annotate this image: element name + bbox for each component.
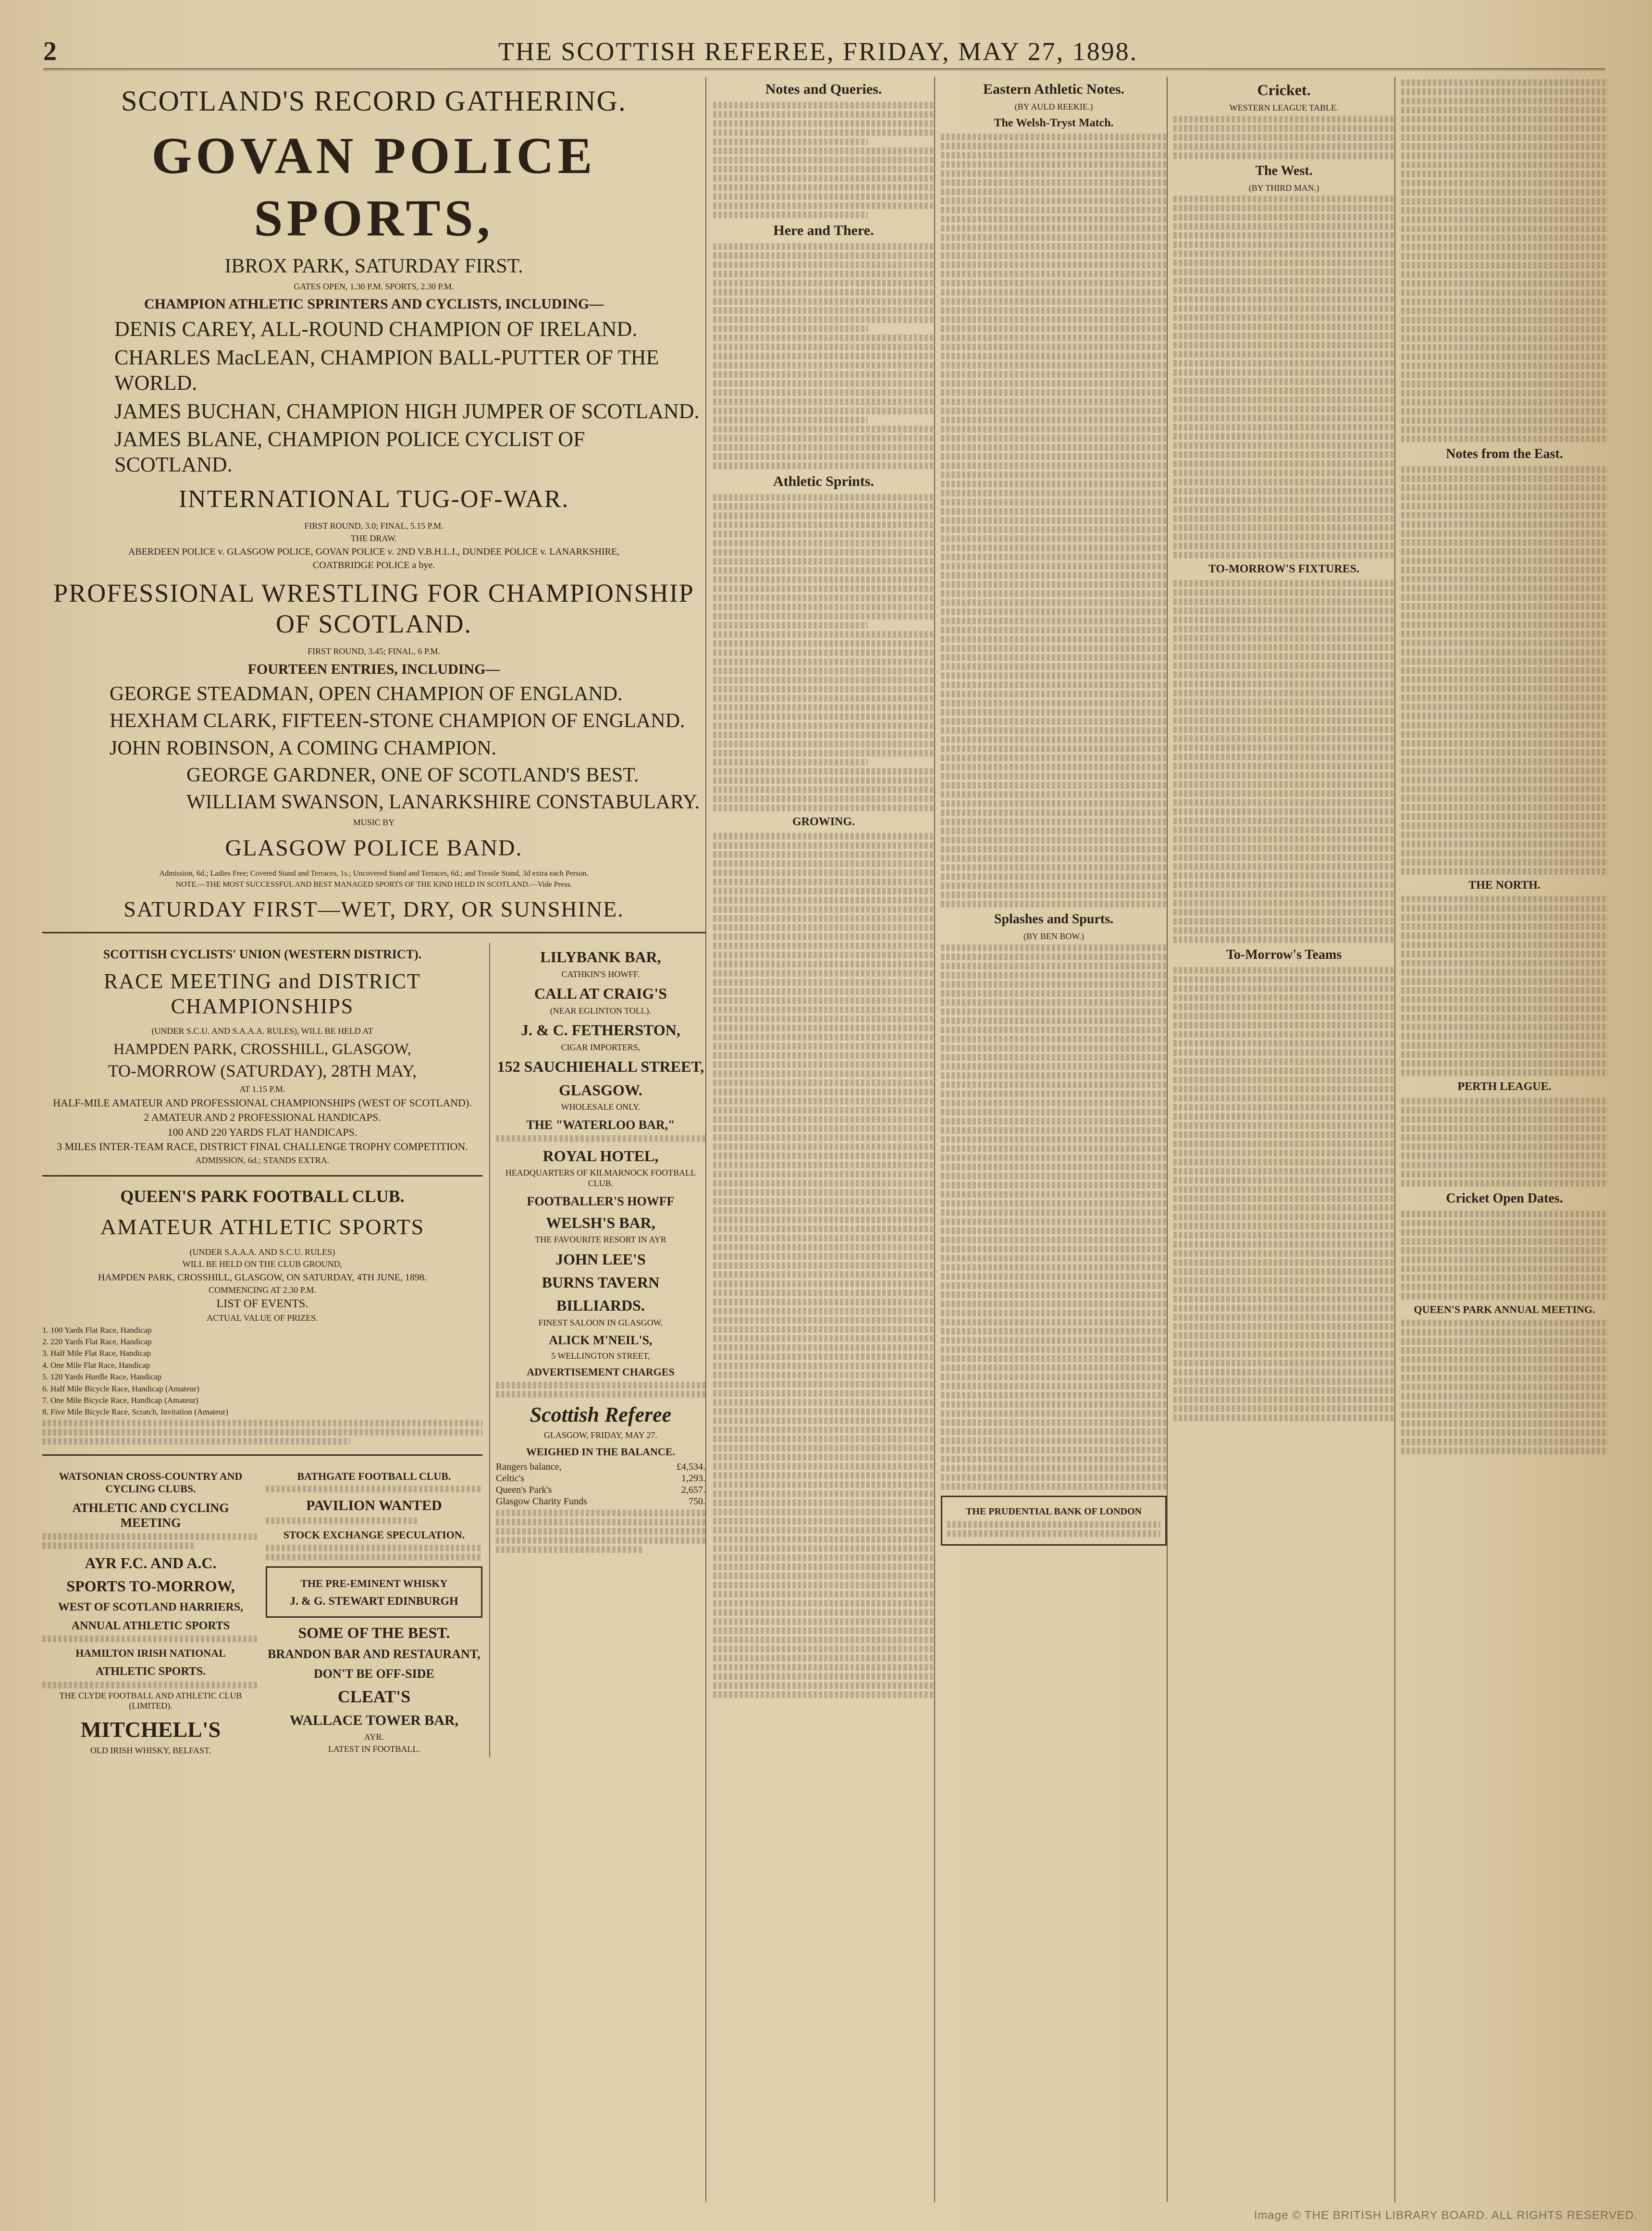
weather-line: SATURDAY FIRST—WET, DRY, OR SUNSHINE. — [123, 897, 624, 922]
fetherston: J. & C. FETHERSTON, — [520, 1021, 680, 1039]
race-admission: ADMISSION, 6d.; STANDS EXTRA. — [195, 1155, 330, 1165]
fetherston-sub: CIGAR IMPORTERS, — [561, 1042, 641, 1052]
craig-sub: (NEAR EGLINTON TOLL). — [550, 1005, 652, 1016]
lower-right-ads — [489, 943, 705, 1758]
champion-2: CHARLES MacLEAN, CHAMPION BALL-PUTTER OF THE WORLD. — [114, 345, 659, 395]
wholesale: WHOLESALE ONLY. — [561, 1102, 641, 1112]
waterloo: THE "WATERLOO BAR," — [526, 1117, 675, 1132]
wrestling-times: FIRST ROUND, 3.45; FINAL, 6 P.M. — [308, 646, 440, 657]
eastern-body — [941, 134, 1167, 907]
here-there-heading: Here and There. — [773, 223, 874, 238]
qp-event-6: 6. Half Mile Bicycle Race, Handicap (Amateur) — [42, 1384, 199, 1393]
watsonian-meeting: ATHLETIC AND CYCLING MEETING — [72, 1500, 229, 1530]
open-dates-heading: Cricket Open Dates. — [1446, 1191, 1563, 1206]
brandon: BRANDON BAR AND RESTAURANT, — [268, 1647, 481, 1661]
masthead-title: THE SCOTTISH REFEREE, FRIDAY, MAY 27, 1898. — [498, 37, 1138, 66]
hamilton: HAMILTON IRISH NATIONAL — [75, 1647, 226, 1660]
teams-body — [1173, 967, 1394, 1421]
adv-charges: ADVERTISEMENT CHARGES — [527, 1366, 675, 1378]
gates: GATES OPEN, 1.30 P.M. SPORTS, 2.30 P.M. — [294, 281, 454, 291]
favourite: THE FAVOURITE RESORT IN AYR — [535, 1235, 666, 1245]
notes-heading: Notes and Queries. — [765, 81, 882, 97]
balance-row: Queen's Park's 2,657. — [495, 1485, 705, 1496]
west-byline: (BY THIRD MAN.) — [1248, 183, 1319, 193]
race-rules: (UNDER S.C.U. AND S.A.A.A. RULES), WILL BE HELD AT — [151, 1026, 373, 1036]
band: GLASGOW POLICE BAND. — [225, 835, 523, 861]
perth-heading: PERTH LEAGUE. — [1457, 1080, 1552, 1093]
qp-time: COMMENCING AT 2.30 P.M. — [209, 1285, 316, 1295]
burns: BURNS TAVERN — [542, 1274, 660, 1291]
mitchells: MITCHELL'S — [80, 1717, 221, 1742]
race-date: TO-MORROW (SATURDAY), 28TH MAY, — [108, 1061, 417, 1081]
clyde-club: THE CLYDE FOOTBALL AND ATHLETIC CLUB (LIMITED). — [59, 1690, 242, 1711]
lead-heading: SCOTLAND'S RECORD GATHERING. — [121, 85, 627, 117]
some-best: SOME OF THE BEST. — [298, 1624, 450, 1641]
league-table: WESTERN LEAGUE TABLE. — [1229, 103, 1339, 113]
alick: ALICK M'NEIL'S, — [549, 1333, 653, 1348]
pavilion: PAVILION WANTED — [306, 1498, 442, 1514]
splashes-heading: Splashes and Spurts. — [994, 912, 1114, 927]
whisky-title: THE PRE-EMINENT WHISKY — [300, 1577, 448, 1589]
growing-heading: GROWING. — [792, 816, 855, 828]
race-meeting: RACE MEETING and DISTRICT CHAMPIONSHIPS — [104, 969, 421, 1018]
north-heading: THE NORTH. — [1468, 879, 1541, 892]
john-lee: JOHN LEE'S — [555, 1250, 646, 1268]
royal: ROYAL HOTEL, — [542, 1147, 659, 1165]
eastern-byline: (BY AULD REEKIE.) — [1014, 102, 1093, 112]
govan-headline: GOVAN POLICE SPORTS, — [151, 127, 596, 247]
small-ads — [42, 1465, 482, 1758]
champions-intro: CHAMPION ATHLETIC SPRINTERS AND CYCLISTS, INCLUDING— — [144, 296, 604, 312]
wrestler-1: GEORGE STEADMAN, OPEN CHAMPION OF ENGLAND. — [110, 682, 623, 705]
billiards-sub: FINEST SALOON IN GLASGOW. — [538, 1317, 663, 1327]
prudential-ad — [941, 1496, 1167, 1546]
wrestler-3: JOHN ROBINSON, A COMING CHAMPION. — [110, 737, 497, 759]
welsh-tryst: The Welsh-Tryst Match. — [994, 116, 1114, 129]
billiards: BILLIARDS. — [556, 1297, 645, 1314]
small-masthead: Scottish Referee — [530, 1402, 672, 1426]
lilybank-sub: CATHKIN'S HOWFF. — [561, 969, 640, 979]
issue-line: GLASGOW, FRIDAY, MAY 27. — [543, 1430, 657, 1440]
lilybank: LILYBANK BAR, — [540, 948, 661, 966]
press-note: NOTE.—THE MOST SUCCESSFUL AND BEST MANAGED SPORTS OF THE KIND HELD IN SCOTLAND.—Vide Press. — [175, 880, 572, 889]
cricket-heading: Cricket. — [1257, 81, 1311, 99]
footballers: FOOTBALLER'S HOWFF — [527, 1194, 675, 1208]
qp-list: LIST OF EVENTS. — [216, 1298, 308, 1311]
draw-line-1: ABERDEEN POLICE v. GLASGOW POLICE, GOVAN POLICE v. 2ND V.B.H.L.I., DUNDEE POLICE v. LANARKSHIRE, — [128, 546, 620, 557]
teams-heading: To-Morrow's Teams — [1226, 947, 1342, 962]
draw-label: THE DRAW. — [351, 533, 397, 543]
balance-title: WEIGHED IN THE BALANCE. — [526, 1446, 675, 1458]
splashes-byline: (BY BEN BOW.) — [1023, 931, 1085, 941]
latest: LATEST IN FOOTBALL. — [328, 1744, 420, 1754]
entries-label: FOURTEEN ENTRIES, INCLUDING— — [247, 661, 500, 677]
west-harriers: WEST OF SCOTLAND HARRIERS, — [58, 1600, 244, 1613]
qp-title: QUEEN'S PARK FOOTBALL CLUB. — [120, 1187, 405, 1206]
athletic-body — [713, 494, 934, 811]
wrestler-4: GEORGE GARDNER, ONE OF SCOTLAND'S BEST. — [186, 764, 639, 786]
west-heading: The West. — [1255, 163, 1313, 178]
athletic-heading: Athletic Sprints. — [773, 473, 874, 489]
qp-event-7: 7. One Mile Bicycle Race, Handicap (Amateur) — [42, 1396, 198, 1405]
wallace: WALLACE TOWER BAR, — [289, 1712, 459, 1728]
balance-row: Rangers balance, £4,534. — [495, 1462, 705, 1473]
stock-exchange: STOCK EXCHANGE SPECULATION. — [283, 1529, 465, 1541]
page-number: 2 — [43, 37, 58, 66]
race-time: AT 1.15 P.M. — [239, 1084, 285, 1094]
royal-sub: HEADQUARTERS OF KILMARNOCK FOOTBALL CLUB. — [505, 1168, 696, 1188]
watsonian: WATSONIAN CROSS-COUNTRY AND CYCLING CLUBS. — [59, 1470, 243, 1495]
admission: Admission, 6d.; Ladies Free; Covered Stand and Terraces, 1s.; Uncovered Stand and Terraces, 6d.; and Tressle Stand, 3d extra each Person. — [159, 869, 589, 878]
qp-date: HAMPDEN PARK, CROSSHILL, GLASGOW, ON SATURDAY, 4TH JUNE, 1898. — [98, 1272, 427, 1283]
whisky-brand: J. & G. STEWART EDINBURGH — [290, 1595, 458, 1608]
welsh: WELSH'S BAR, — [546, 1214, 655, 1231]
qp-event-3: 3. Half Mile Flat Race, Handicap — [42, 1349, 151, 1358]
qp-rules: (UNDER S.A.A.A. AND S.C.U. RULES) — [189, 1247, 335, 1257]
column-advertisements — [42, 77, 706, 2202]
hamilton-sports: ATHLETIC SPORTS. — [95, 1665, 206, 1678]
annual-sports: ANNUAL ATHLETIC SPORTS — [71, 1619, 230, 1632]
column-notes — [713, 77, 935, 2202]
champion-1: DENIS CAREY, ALL-ROUND CHAMPION OF IRELAND. — [114, 317, 638, 341]
mitchells-sub: OLD IRISH WHISKY, BELFAST. — [90, 1745, 211, 1755]
prudential: THE PRUDENTIAL BANK OF LONDON — [966, 1506, 1142, 1517]
qp-event-5: 5. 120 Yards Hurdle Race, Handicap — [42, 1372, 162, 1382]
wrestling-title: PROFESSIONAL WRESTLING FOR CHAMPIONSHIP OF SCOTLAND. — [53, 578, 694, 639]
race-venue: HAMPDEN PARK, CROSSHILL, GLASGOW, — [113, 1040, 411, 1057]
copyright-footer: Image © THE BRITISH LIBRARY BOARD. ALL RIGHTS RESERVED. — [1254, 2209, 1638, 2222]
cyclists-union: SCOTTISH CYCLISTS' UNION (WESTERN DISTRICT). — [103, 947, 422, 962]
qp-venue: WILL BE HELD ON THE CLUB GROUND, — [182, 1259, 343, 1269]
race-half-mile: HALF-MILE AMATEUR AND PROFESSIONAL CHAMPIONSHIPS (WEST OF SCOTLAND). — [53, 1096, 472, 1109]
fixtures-body — [1173, 580, 1394, 943]
column-cricket — [1173, 77, 1395, 2202]
tug-times: FIRST ROUND, 3.0; FINAL, 5.15 P.M. — [304, 521, 444, 531]
race-flat: 100 AND 220 YARDS FLAT HANDICAPS. — [167, 1126, 358, 1138]
venue: IBROX PARK, SATURDAY FIRST. — [224, 255, 523, 278]
ayr-town: AYR. — [364, 1732, 384, 1742]
offside: DON'T BE OFF-SIDE — [313, 1667, 434, 1681]
column-east — [1401, 77, 1608, 2202]
notes-east-heading: Notes from the East. — [1446, 446, 1563, 461]
lower-ad-area — [42, 943, 705, 1758]
balance-row: Celtic's 1,293. — [495, 1473, 705, 1484]
qp-sports: AMATEUR ATHLETIC SPORTS — [100, 1215, 425, 1239]
here-there-body — [713, 243, 934, 469]
growing-body — [713, 833, 934, 1698]
qp-event-8: 8. Five Mile Bicycle Race, Scratch, Invitation (Amateur) — [42, 1407, 229, 1417]
balance-row: Glasgow Charity Funds 750. — [495, 1496, 705, 1507]
music-by: MUSIC BY — [353, 817, 395, 827]
ayr-fc: AYR F.C. AND A.C. — [85, 1554, 217, 1572]
divider — [42, 932, 705, 933]
craig: CALL AT CRAIG'S — [534, 985, 667, 1003]
sauchiehall: 152 SAUCHIEHALL STREET, — [497, 1058, 704, 1076]
wrestler-5: WILLIAM SWANSON, LANARKSHIRE CONSTABULARY. — [186, 791, 700, 814]
champion-4: JAMES BLANE, CHAMPION POLICE CYCLIST OF SCOTLAND. — [114, 427, 585, 477]
masthead — [43, 35, 1605, 70]
qp-meeting-heading: QUEEN'S PARK ANNUAL MEETING. — [1414, 1303, 1595, 1315]
tug-of-war-title: INTERNATIONAL TUG-OF-WAR. — [178, 485, 569, 513]
cleat: CLEAT'S — [337, 1686, 411, 1706]
qp-event-1: 1. 100 Yards Flat Race, Handicap — [42, 1325, 152, 1335]
column-eastern — [941, 77, 1168, 2202]
race-handicaps: 2 AMATEUR AND 2 PROFESSIONAL HANDICAPS. — [144, 1111, 381, 1124]
splashes-body — [941, 944, 1167, 1490]
west-body — [1173, 196, 1394, 558]
glasgow: GLASGOW. — [558, 1081, 642, 1099]
notes-body — [713, 102, 934, 218]
eastern-heading: Eastern Athletic Notes. — [983, 81, 1125, 97]
lower-left-ads — [42, 943, 482, 1758]
wrestler-2: HEXHAM CLARK, FIFTEEN-STONE CHAMPION OF ENGLAND. — [110, 710, 685, 732]
qp-event-4: 4. One Mile Flat Race, Handicap — [42, 1360, 150, 1370]
race-team: 3 MILES INTER-TEAM RACE, DISTRICT FINAL CHALLENGE TROPHY COMPETITION. — [57, 1140, 468, 1153]
qp-prizes: ACTUAL VALUE OF PRIZES. — [207, 1313, 318, 1323]
bathgate: BATHGATE FOOTBALL CLUB. — [297, 1470, 451, 1482]
champion-3: JAMES BUCHAN, CHAMPION HIGH JUMPER OF SCOTLAND. — [114, 399, 700, 423]
ayr-sports: SPORTS TO-MORROW, — [66, 1577, 235, 1595]
wellington: 5 WELLINGTON STREET, — [551, 1351, 650, 1361]
qp-event-2: 2. 220 Yards Flat Race, Handicap — [42, 1337, 152, 1347]
fixtures-heading: TO-MORROW'S FIXTURES. — [1208, 563, 1360, 576]
draw-line-2: COATBRIDGE POLICE a bye. — [312, 559, 435, 570]
whisky-ad — [266, 1566, 482, 1618]
